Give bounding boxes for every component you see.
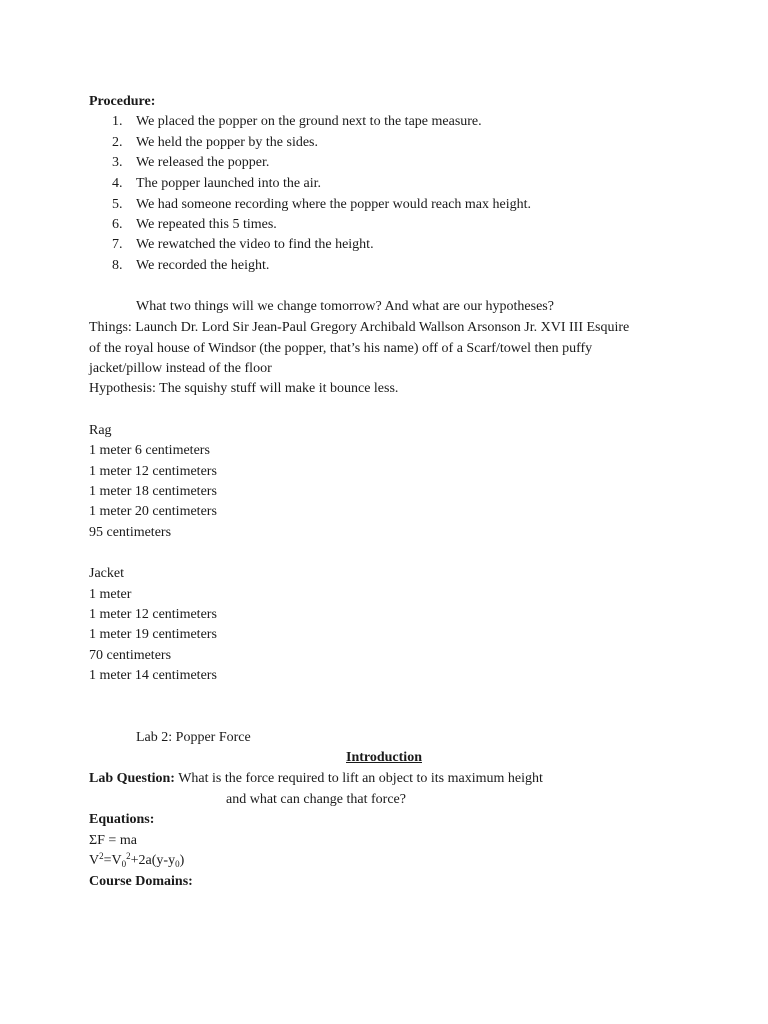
step-text: We recorded the height. xyxy=(136,258,270,273)
eq-part: V xyxy=(89,853,100,868)
eq-part: +2a(y-y xyxy=(130,853,176,868)
eq-superscript: 2 xyxy=(99,851,104,861)
eq-part: ) xyxy=(179,853,185,868)
step-number: 6. xyxy=(112,217,123,232)
lab-question-continuation: and what can change that force? xyxy=(226,792,406,807)
step-number: 2. xyxy=(112,135,123,150)
rag-measurement: 1 meter 20 centimeters xyxy=(89,504,217,519)
course-domains-heading: Course Domains: xyxy=(89,874,193,889)
things-line: jacket/pillow instead of the floor xyxy=(89,361,272,376)
step-number: 5. xyxy=(112,197,123,212)
jacket-measurement: 70 centimeters xyxy=(89,648,172,663)
rag-measurement: 1 meter 6 centimeters xyxy=(89,443,210,458)
jacket-measurement: 1 meter 19 centimeters xyxy=(89,627,217,642)
rag-measurement: 1 meter 18 centimeters xyxy=(89,484,217,499)
lab2-title: Lab 2: Popper Force xyxy=(136,730,251,745)
step-number: 1. xyxy=(112,114,123,129)
step-text: We held the popper by the sides. xyxy=(136,135,318,150)
rag-measurement: 95 centimeters xyxy=(89,525,172,540)
procedure-heading: Procedure: xyxy=(89,94,156,109)
rag-measurement: 1 meter 12 centimeters xyxy=(89,464,217,479)
jacket-measurement: 1 meter 12 centimeters xyxy=(89,607,217,622)
jacket-label: Jacket xyxy=(89,566,124,581)
change-question: What two things will we change tomorrow? And what are our hypotheses? xyxy=(136,299,554,314)
introduction-heading: Introduction xyxy=(346,750,422,765)
jacket-measurement: 1 meter 14 centimeters xyxy=(89,668,217,683)
step-number: 7. xyxy=(112,237,123,252)
step-text: We repeated this 5 times. xyxy=(136,217,277,232)
step-text: The popper launched into the air. xyxy=(136,176,322,191)
eq-superscript: 2 xyxy=(126,851,131,861)
lab-question-line xyxy=(89,769,543,789)
step-text: We placed the popper on the ground next to the tape measure. xyxy=(136,114,482,129)
step-text: We released the popper. xyxy=(136,155,270,170)
eq-subscript: 0 xyxy=(175,859,180,869)
step-number: 3. xyxy=(112,155,123,170)
step-number: 8. xyxy=(112,258,123,273)
jacket-measurement: 1 meter xyxy=(89,587,132,602)
rag-label: Rag xyxy=(89,423,112,438)
equation-newton: ΣF = ma xyxy=(89,833,137,848)
lab-question-text: What is the force required to lift an object to its maximum height xyxy=(178,771,543,786)
eq-part: =V xyxy=(103,853,122,868)
step-text: We rewatched the video to find the height. xyxy=(136,237,374,252)
step-text: We had someone recording where the popper would reach max height. xyxy=(136,197,532,212)
things-line: of the royal house of Windsor (the popper, that’s his name) off of a Scarf/towel then puffy xyxy=(89,341,593,356)
step-number: 4. xyxy=(112,176,123,191)
eq-subscript: 0 xyxy=(121,859,127,869)
lab-question-label: Lab Question: xyxy=(89,771,175,786)
things-line: Things: Launch Dr. Lord Sir Jean-Paul Gregory Archibald Wallson Arsonson Jr. XVI III Esquire xyxy=(89,320,630,335)
equation-kinematics xyxy=(89,851,184,871)
equations-heading: Equations: xyxy=(89,812,155,827)
hypothesis-line: Hypothesis: The squishy stuff will make it bounce less. xyxy=(89,381,399,396)
